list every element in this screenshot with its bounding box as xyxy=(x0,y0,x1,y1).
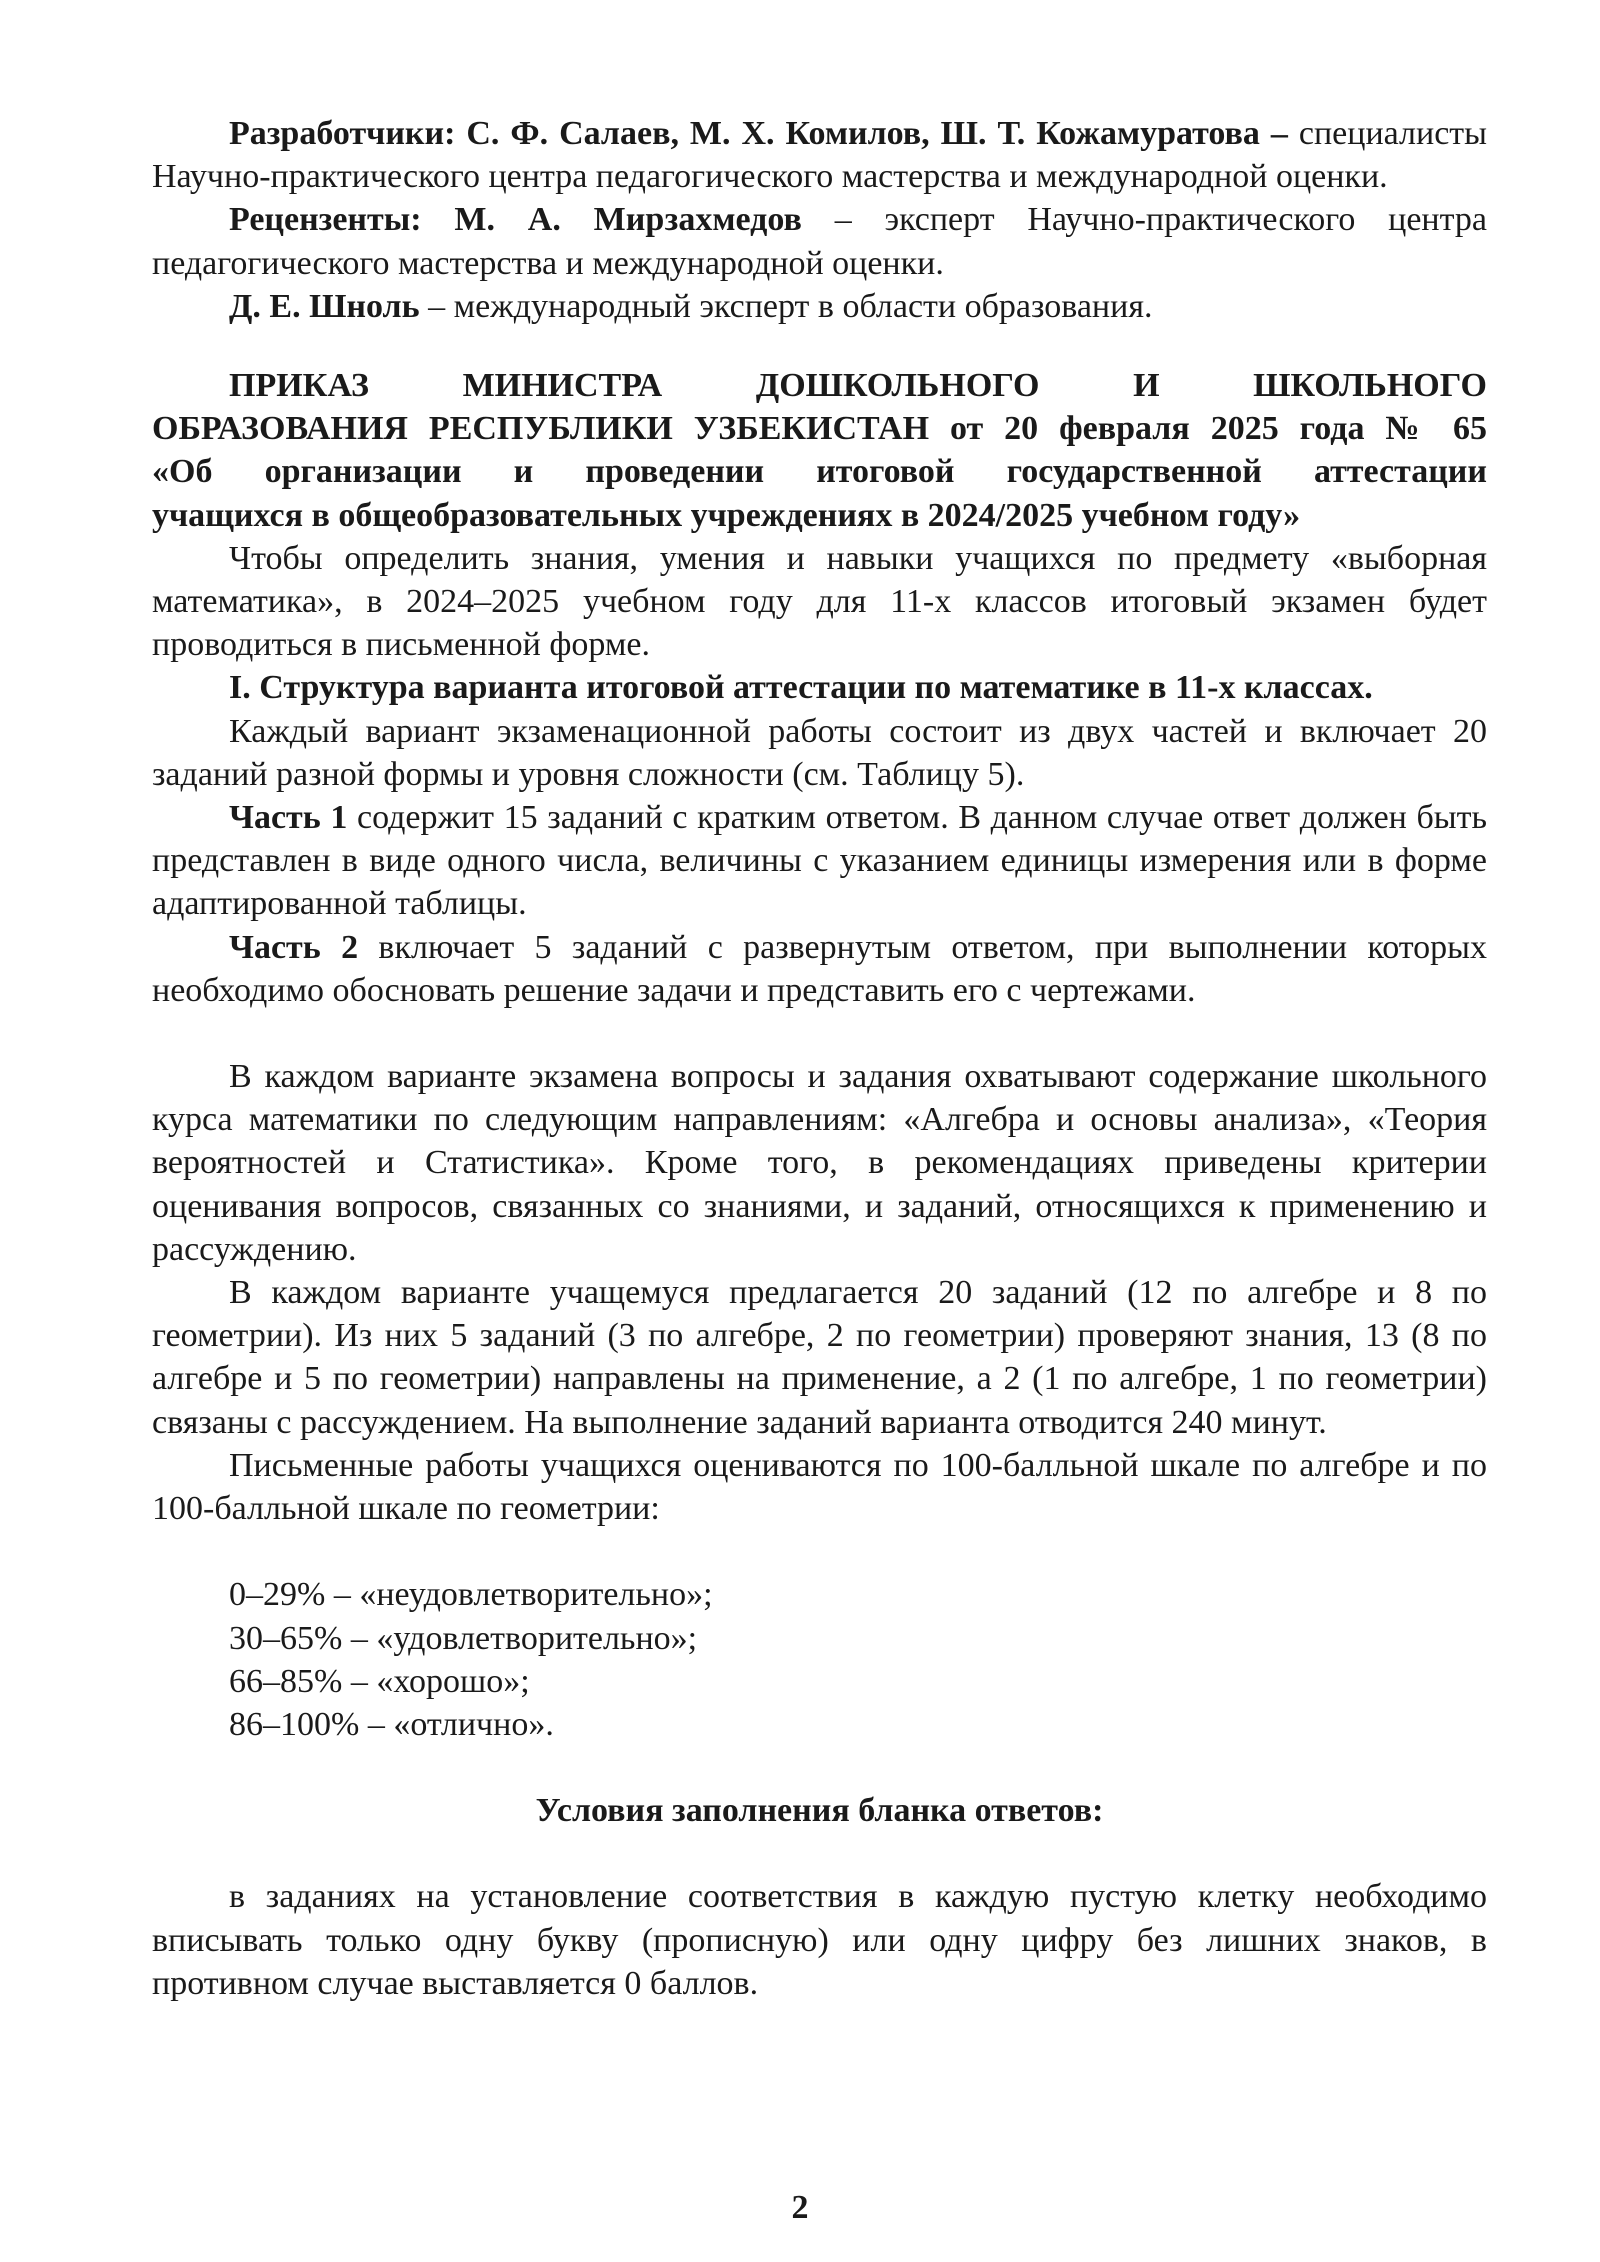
structure-paragraph: Каждый вариант экзаменационной работы состоит из двух частей и включает 20 заданий разной формы и уровня сложности (см. Таблицу 5). xyxy=(152,712,1487,793)
grade-item: 0–29% – «неудовлетворительно»; xyxy=(229,1576,713,1614)
order-title xyxy=(152,364,1487,537)
answer-sheet-heading: Условия заполнения бланка ответов: xyxy=(535,1792,1104,1830)
section-heading: I. Структура варианта итоговой аттестации по математике в 11-х классах. xyxy=(229,669,1373,707)
developers-label: Разработчики: С. Ф. Салаев, М. Х. Комилов, Ш. Т. Кожамуратова – xyxy=(229,115,1288,152)
intro-paragraph: Чтобы определить знания, умения и навыки учащихся по предмету «выборная математика», в 2024–2025 учебном году для 11-х классов итоговый экзамен будет проводиться в письменной форме. xyxy=(152,539,1487,664)
grade-list xyxy=(152,1573,1487,1746)
answer-sheet-paragraph: в заданиях на установление соответствия в каждую пустую клетку необходимо вписывать только одну букву (прописную) или одну цифру без лишних знаков, в противном случае выставляется 0 баллов. xyxy=(152,1878,1487,2002)
reviewers-text: – эксперт Научно-практического центра педагогического мастерства и международной оценки. xyxy=(152,201,1487,282)
reviewers-paragraph xyxy=(152,198,1487,284)
order-title-line-4: учащихся в общеобразовательных учреждениях в 2024/2025 учебном году» xyxy=(152,496,1301,534)
part2-paragraph xyxy=(152,926,1487,1012)
tasks-paragraph: В каждом варианте учащемуся предлагается 20 заданий (12 по алгебре и 8 по геометрии). Из них 5 заданий (3 по алгебре, 2 по геометрии) проверяют знания, 13 (8 по алгебре и 5 по геометрии) направлены на применение, а 2 (1 по алгебре, 1 по геометрии) связаны с рассуждением. На выполнение заданий варианта отводится 240 минут. xyxy=(152,1274,1487,1441)
spacer xyxy=(152,1746,1487,1789)
part1-label: Часть 1 xyxy=(229,799,348,837)
second-reviewer-paragraph xyxy=(152,285,1487,328)
order-title-line-2: ОБРАЗОВАНИЯ РЕСПУБЛИКИ УЗБЕКИСТАН от 20 февраля 2025 года № 65 xyxy=(152,410,1487,448)
scale-paragraph: Письменные работы учащихся оцениваются по 100-балльной шкале по алгебре и по 100-балльной шкале по геометрии: xyxy=(152,1446,1487,1528)
spacer xyxy=(152,1832,1487,1875)
part1-paragraph xyxy=(152,796,1487,926)
content-paragraph: В каждом варианте экзамена вопросы и задания охватывают содержание школьного курса математики по следующим направлениям: «Алгебра и основы анализа», «Теория вероятностей и Статистика». Кроме того, в рекомендациях приведены критерии оценивания вопросов, связанных со знаниями, и заданий, относящихся к применению и рассуждению. xyxy=(152,1058,1487,1268)
grade-item: 86–100% – «отлично». xyxy=(229,1705,554,1743)
spacer xyxy=(152,1012,1487,1055)
part1-text: содержит 15 заданий с кратким ответом. В данном случае ответ должен быть представлен в виде одного числа, величины с указанием единицы измерения или в форме адаптированной таблицы. xyxy=(152,799,1487,923)
part2-text: включает 5 заданий с развернутым ответом, при выполнении которых необходимо обосновать решение задачи и представить его с чертежами. xyxy=(152,928,1488,1009)
developers-paragraph xyxy=(152,112,1487,198)
reviewers-label: Рецензенты: М. А. Мирзахмедов xyxy=(229,201,802,239)
grade-item: 30–65% – «удовлетворительно»; xyxy=(229,1619,698,1657)
grade-item: 66–85% – «хорошо»; xyxy=(229,1662,530,1700)
order-title-line-3: «Об организации и проведении итоговой государственной аттестации xyxy=(152,453,1487,491)
order-title-line-1: ПРИКАЗ МИНИСТРА ДОШКОЛЬНОГО И ШКОЛЬНОГО xyxy=(229,367,1487,405)
spacer xyxy=(152,1530,1487,1573)
developers-text: специалисты Научно-практического центра педагогического мастерства и международной оценки. xyxy=(152,115,1487,196)
part2-label: Часть 2 xyxy=(229,928,359,966)
page-number: 2 xyxy=(791,2189,809,2226)
second-reviewer-text: – международный эксперт в области образования. xyxy=(419,287,1153,325)
second-reviewer-label: Д. Е. Шноль xyxy=(229,287,420,325)
